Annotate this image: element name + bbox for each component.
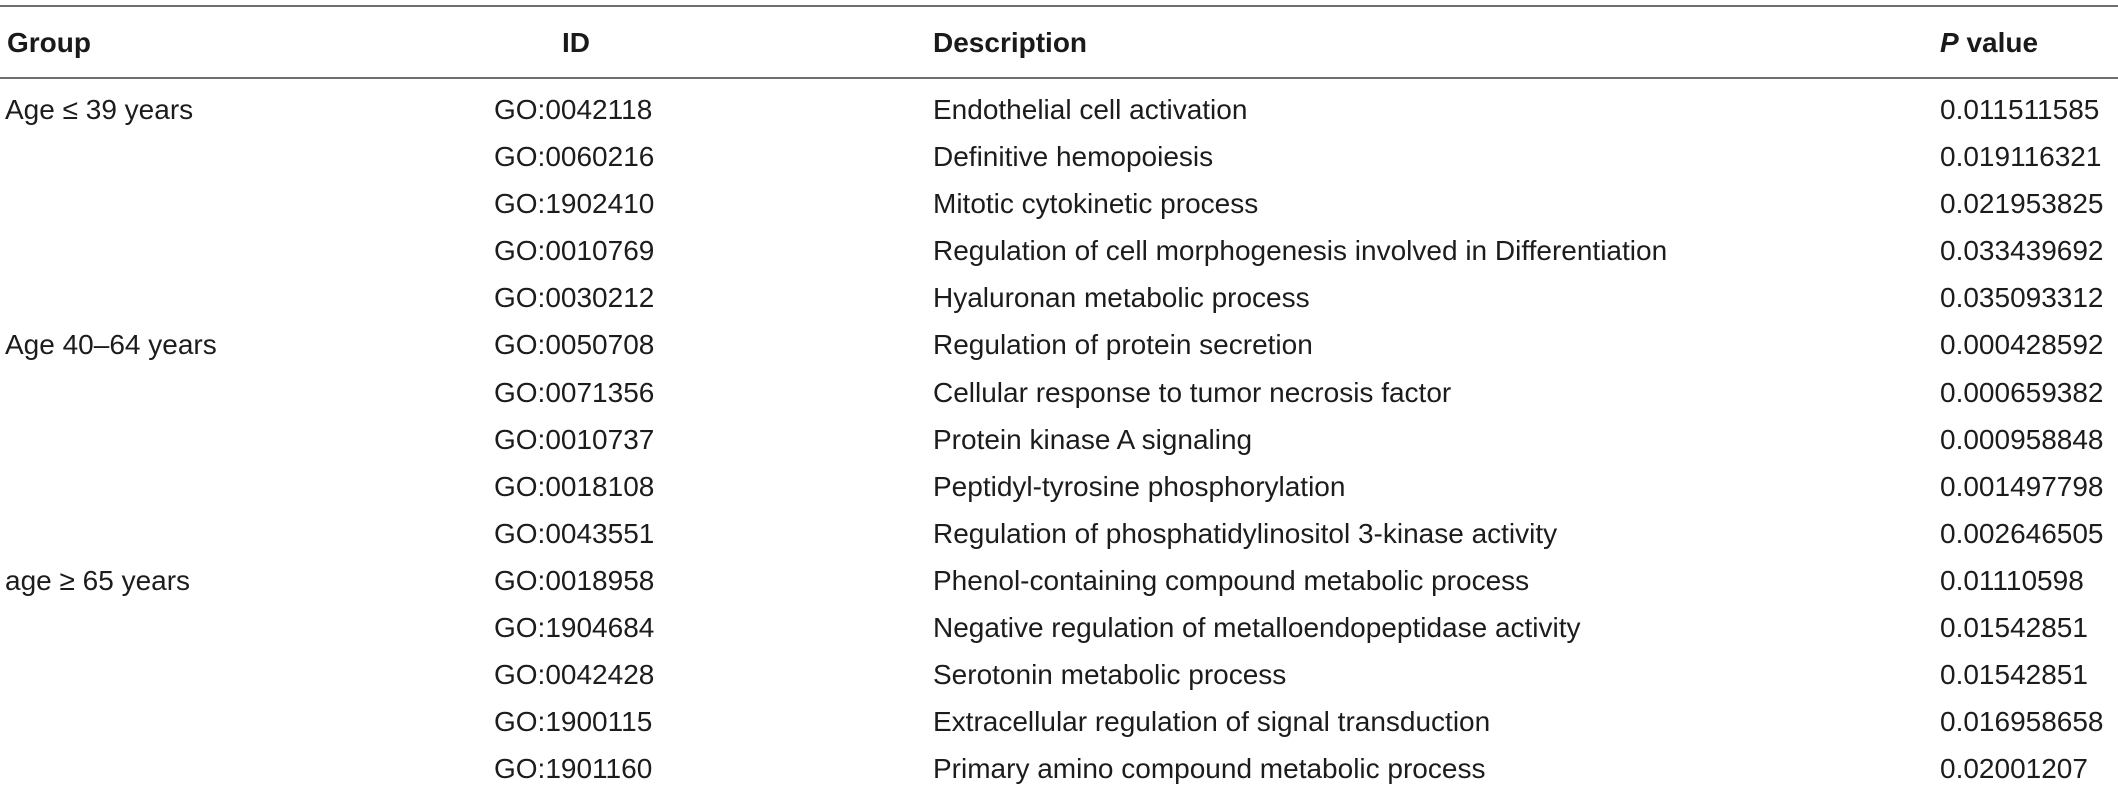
p-value-cell: 0.016958658 — [1940, 706, 2104, 738]
table-row — [0, 88, 2118, 135]
column-header-p-value — [1940, 27, 2038, 59]
description-cell: Endothelial cell activation — [933, 94, 1248, 125]
description-cell: Regulation of cell morphogenesis involved in Differentiation — [933, 235, 1668, 267]
table-row — [0, 418, 2118, 465]
p-value-cell: 0.000428592 — [1940, 329, 2104, 361]
id-cell: GO:0071356 — [494, 376, 655, 408]
p-value-cell: 0.011511585 — [1940, 94, 2100, 125]
table-row — [0, 747, 2118, 794]
table-row — [0, 135, 2118, 182]
table-body — [0, 88, 2118, 794]
description-cell: Extracellular regulation of signal transduction — [933, 706, 1491, 738]
p-value-cell: 0.002646505 — [1940, 517, 2104, 549]
description-cell: Regulation of protein secretion — [933, 329, 1313, 361]
id-cell: GO:0050708 — [494, 329, 655, 361]
p-value-cell: 0.01542851 — [1940, 659, 2088, 691]
description-cell: Primary amino compound metabolic process — [933, 753, 1486, 785]
id-cell: GO:1904684 — [494, 612, 655, 644]
table-row — [0, 465, 2118, 512]
column-header-group: Group — [7, 27, 91, 58]
p-value-cell: 0.000659382 — [1940, 376, 2104, 408]
description-cell: Serotonin metabolic process — [933, 659, 1287, 691]
group-cell: age ≥ 65 years — [5, 564, 191, 596]
p-value-cell: 0.01110598 — [1940, 564, 2084, 596]
column-header-id: ID — [562, 27, 590, 58]
description-cell: Protein kinase A signaling — [933, 423, 1253, 455]
table-row — [0, 182, 2118, 229]
p-value-cell: 0.01542851 — [1940, 612, 2088, 644]
table-row — [0, 606, 2118, 653]
p-value-cell: 0.021953825 — [1940, 188, 2104, 220]
group-cell: Age ≤ 39 years — [5, 94, 194, 125]
p-value-cell: 0.000958848 — [1940, 423, 2104, 455]
table-header — [0, 7, 2118, 77]
p-value-italic-p: P — [1940, 27, 1959, 58]
id-cell: GO:0042428 — [494, 659, 655, 691]
table-header-rule — [0, 77, 2118, 79]
description-cell: Negative regulation of metalloendopeptidase activity — [933, 612, 1581, 644]
id-cell: GO:1901160 — [494, 753, 653, 785]
id-cell: GO:0010737 — [494, 423, 655, 455]
description-cell: Regulation of phosphatidylinositol 3-kinase activity — [933, 517, 1558, 549]
table-row — [0, 559, 2118, 606]
p-value-cell: 0.02001207 — [1940, 753, 2088, 785]
p-value-cell: 0.033439692 — [1940, 235, 2104, 267]
id-cell: GO:1902410 — [494, 188, 655, 220]
description-cell: Definitive hemopoiesis — [933, 141, 1214, 173]
table-row — [0, 700, 2118, 747]
p-value-cell: 0.019116321 — [1940, 141, 2102, 173]
description-cell: Phenol-containing compound metabolic process — [933, 564, 1530, 596]
id-cell: GO:0018108 — [494, 470, 655, 502]
table-row — [0, 229, 2118, 276]
description-cell: Cellular response to tumor necrosis factor — [933, 376, 1452, 408]
p-value-suffix: value — [1958, 27, 2039, 58]
id-cell: GO:0042118 — [494, 94, 653, 125]
table-row — [0, 323, 2118, 370]
column-header-description: Description — [933, 27, 1088, 58]
p-value-cell: 0.035093312 — [1940, 282, 2104, 314]
table-row — [0, 512, 2118, 559]
id-cell: GO:0043551 — [494, 517, 655, 549]
group-cell: Age 40–64 years — [5, 329, 217, 361]
description-cell: Peptidyl-tyrosine phosphorylation — [933, 470, 1346, 502]
id-cell: GO:1900115 — [494, 706, 653, 738]
id-cell: GO:0018958 — [494, 564, 655, 596]
id-cell: GO:0030212 — [494, 282, 655, 314]
table-row — [0, 653, 2118, 700]
table-row — [0, 276, 2118, 323]
id-cell: GO:0010769 — [494, 235, 655, 267]
id-cell: GO:0060216 — [494, 141, 655, 173]
p-value-cell: 0.001497798 — [1940, 470, 2104, 502]
table-row — [0, 371, 2118, 418]
description-cell: Hyaluronan metabolic process — [933, 282, 1310, 314]
description-cell: Mitotic cytokinetic process — [933, 188, 1259, 220]
